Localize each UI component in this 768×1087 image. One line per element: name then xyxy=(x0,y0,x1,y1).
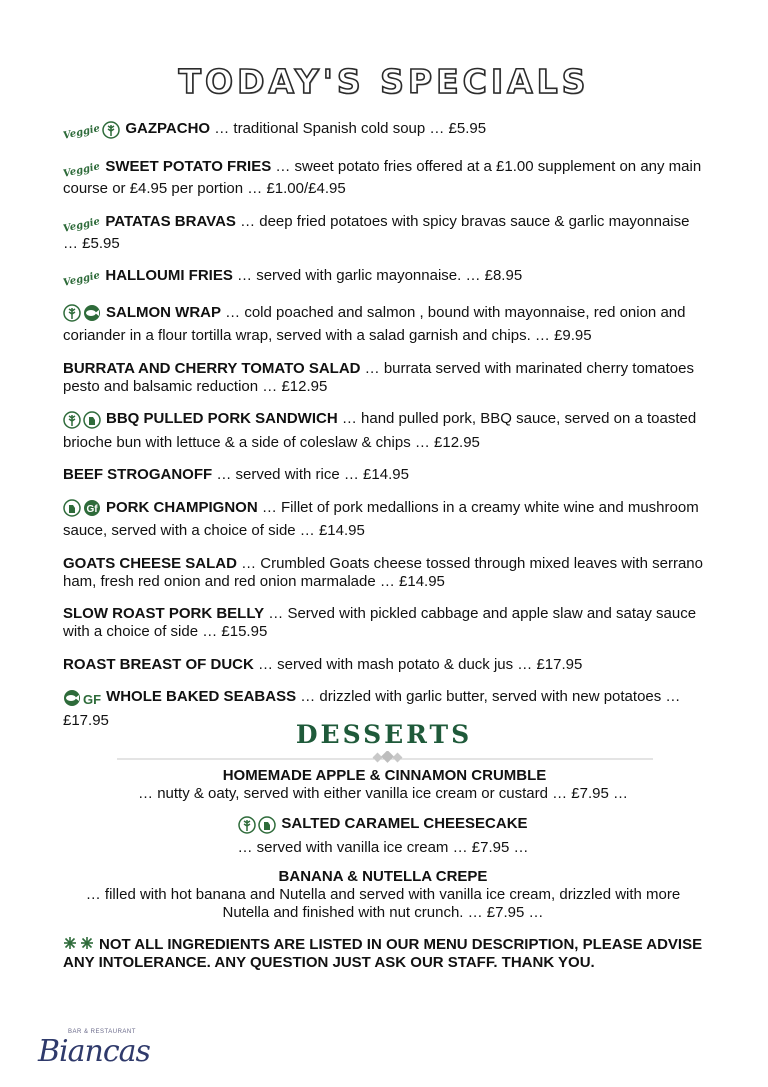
dietary-icons xyxy=(63,215,102,235)
veggie-icon: Veggie xyxy=(62,215,101,235)
menu-item-description: … sweet potato fries offered at a £1.00 supplement on any main course or £4.95 per portion … £1.00/£4.95 xyxy=(63,158,702,198)
snowflake-icon xyxy=(63,936,97,950)
menu-item-name: ROAST BREAST OF DUCK xyxy=(63,655,254,673)
menu-item-name: HALLOUMI FRIES xyxy=(105,267,233,285)
dessert-description: … nutty & oaty, served with either vanilla ice cream or custard … £7.95 … xyxy=(138,785,628,802)
menu-item xyxy=(63,466,703,484)
menu-item-description: … served with mash potato & duck jus … £17.95 xyxy=(253,655,583,673)
menu-item-description: … traditional Spanish cold soup … £5.95 xyxy=(210,120,487,137)
dietary-icons xyxy=(63,269,102,289)
menu-item xyxy=(63,213,703,253)
menu-item-name: PORK CHAMPIGNON xyxy=(106,498,258,516)
page-title: TODAY'S SPECIALS xyxy=(178,62,590,101)
menu-item-name: GAZPACHO xyxy=(125,120,211,137)
menu-item-name: SWEET POTATO FRIES xyxy=(105,158,272,176)
milk-icon xyxy=(63,499,81,522)
dessert-icons xyxy=(238,816,278,839)
fish-icon xyxy=(63,689,81,712)
gluten-free-icon: GF xyxy=(83,692,102,708)
dietary-icons xyxy=(63,411,103,434)
menu-item xyxy=(63,360,703,396)
menu-item-description: … drizzled with garlic butter, served with new potatoes … £17.95 xyxy=(63,688,681,729)
dietary-icons xyxy=(63,499,103,522)
menu-item xyxy=(63,605,703,641)
veggie-icon: Veggie xyxy=(62,270,101,289)
veggie-icon: Veggie xyxy=(62,161,101,180)
wheat-icon xyxy=(63,411,81,434)
desserts-title: DESSERTS xyxy=(295,720,473,749)
menu-item-description: … Crumbled Goats cheese tossed through mixed leaves with serrano ham, fresh red onion and red onion marmalade … £14.95 xyxy=(63,554,703,590)
wheat-icon xyxy=(102,121,120,144)
menu-item xyxy=(63,304,703,346)
menu-item xyxy=(63,267,703,289)
dietary-icons xyxy=(63,304,103,327)
menu-item-description: … Served with pickled cabbage and apple slaw and satay sauce with a choice of side … £15.95 xyxy=(63,605,697,641)
dessert-description: … served with vanilla ice cream … £7.95 … xyxy=(237,838,529,856)
menu-item-description: … served with garlic mayonnaise. … £8.95 xyxy=(232,267,523,285)
menu-item-description: … hand pulled pork, BBQ sauce, served on a toasted brioche bun with lettuce & a side of coleslaw & chips … £12.95 xyxy=(63,410,697,451)
veggie-icon: Veggie xyxy=(62,123,101,142)
specials-list xyxy=(63,120,703,744)
dietary-icons xyxy=(63,160,102,180)
menu-item-name: BURRATA AND CHERRY TOMATO SALAD xyxy=(63,359,361,377)
divider-ornament xyxy=(117,751,653,767)
gluten-free-badge-icon xyxy=(83,499,101,522)
menu-item-description: … Fillet of pork medallions in a creamy white wine and mushroom sauce, served with a choice of side … £14.95 xyxy=(63,498,699,540)
menu-item xyxy=(63,656,703,674)
menu-item-name: GOATS CHEESE SALAD xyxy=(63,554,237,572)
dessert-description: … filled with hot banana and Nutella and served with vanilla ice cream, drizzled with more Nutella and finished with nut crunch. … £7.95 … xyxy=(85,886,681,921)
logo-text: Biancas xyxy=(38,1034,150,1069)
allergy-notice xyxy=(63,936,703,972)
dessert-item xyxy=(63,868,703,922)
menu-item-description: … cold poached and salmon , bound with mayonnaise, red onion and coriander in a flour tortilla wrap, served with a salad garnish and chips. … £9.95 xyxy=(63,303,686,345)
dessert-item xyxy=(63,815,703,857)
menu-item xyxy=(63,499,703,541)
milk-icon xyxy=(258,816,276,839)
menu-item xyxy=(63,158,703,198)
menu-item-name: WHOLE BAKED SEABASS xyxy=(106,688,297,706)
menu-item-name: BEEF STROGANOFF xyxy=(63,466,213,484)
dietary-icons xyxy=(63,121,122,144)
dessert-name: HOMEMADE APPLE & CINNAMON CRUMBLE xyxy=(222,767,547,784)
notice-text: NOT ALL INGREDIENTS ARE LISTED IN OUR MENU DESCRIPTION, PLEASE ADVISE ANY INTOLERANCE. ANY QUESTION JUST ASK OUR STAFF. THANK YOU. xyxy=(63,936,703,971)
menu-item-name: SLOW ROAST PORK BELLY xyxy=(63,605,265,623)
fish-icon xyxy=(83,304,101,327)
menu-item-description: … served with rice … £14.95 xyxy=(212,466,409,484)
svg-text:Gf: Gf xyxy=(86,504,98,516)
biancas-logo xyxy=(36,1026,150,1072)
menu-item-description: … deep fried potatoes with spicy bravas sauce & garlic mayonnaise … £5.95 xyxy=(63,212,690,252)
menu-item xyxy=(63,555,703,591)
wheat-icon xyxy=(63,304,81,327)
menu-item xyxy=(63,120,703,144)
menu-item xyxy=(63,410,703,452)
menu-item-description: … burrata served with marinated cherry tomatoes pesto and balsamic reduction … £12.95 xyxy=(63,359,694,395)
dessert-item xyxy=(63,767,703,803)
dietary-icons xyxy=(63,689,103,712)
milk-icon xyxy=(83,411,101,434)
dessert-name: SALTED CARAMEL CHEESECAKE xyxy=(281,815,528,832)
logo-subtext: BAR & RESTAURANT xyxy=(68,1029,136,1035)
wheat-icon xyxy=(238,816,256,839)
menu-item-name: SALMON WRAP xyxy=(106,303,221,321)
menu-item-name: BBQ PULLED PORK SANDWICH xyxy=(106,410,338,428)
menu-item-name: PATATAS BRAVAS xyxy=(105,212,236,230)
dessert-name: BANANA & NUTELLA CREPE xyxy=(278,868,488,885)
